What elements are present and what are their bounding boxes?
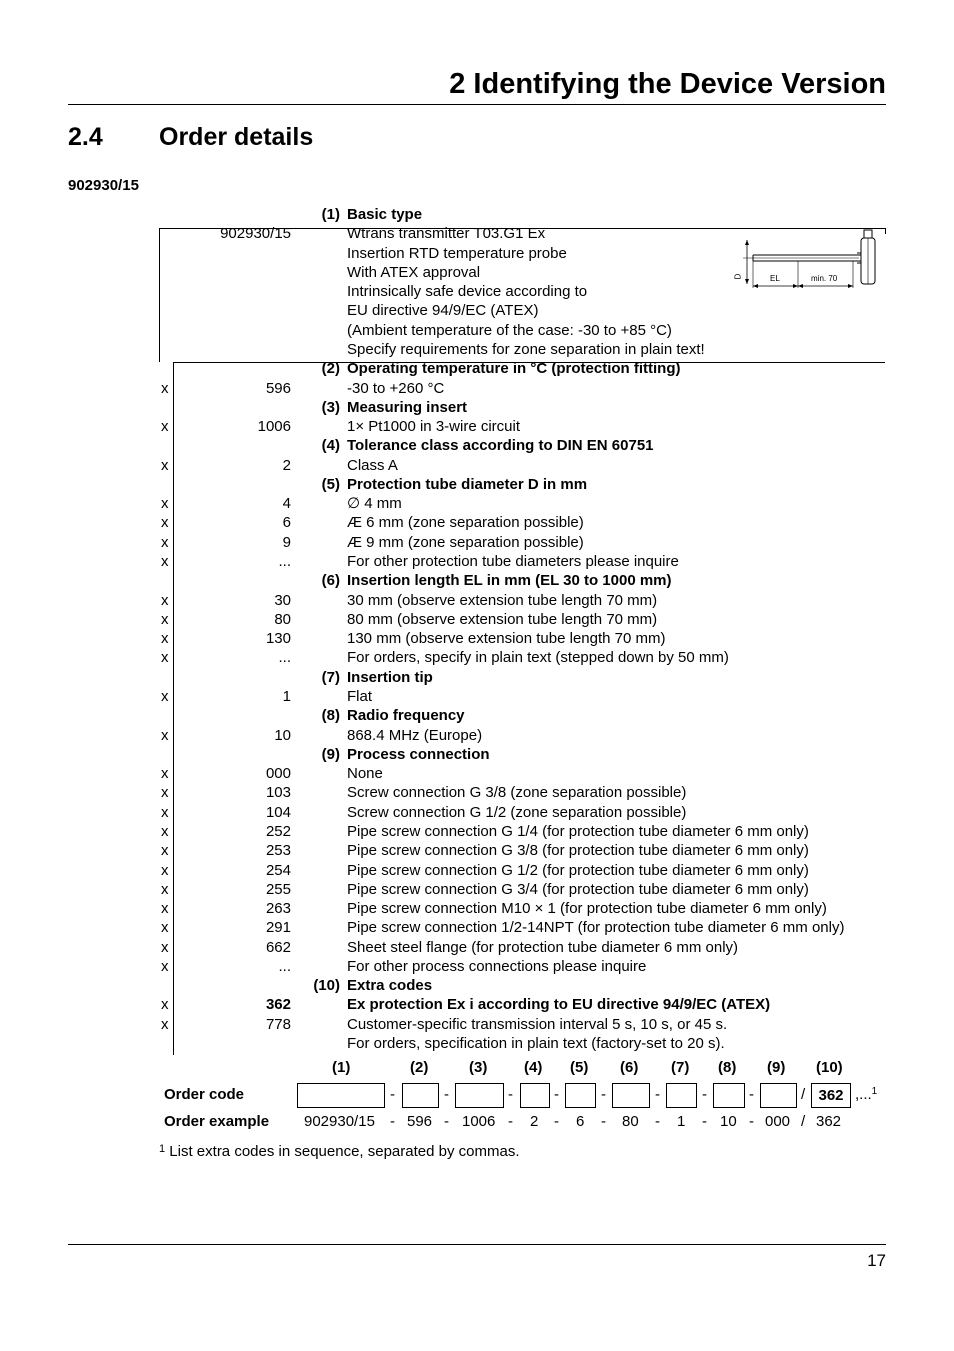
heading-text: Measuring insert — [347, 398, 468, 416]
order-code-sep: - — [444, 1086, 449, 1103]
option-marker: x — [161, 880, 169, 898]
heading-number: (10) — [313, 977, 340, 995]
table-row — [0, 417, 954, 436]
option-description: Screw connection G 3/8 (zone separation possible) — [347, 784, 687, 802]
table-heading-row — [0, 668, 954, 687]
table-row — [0, 841, 954, 860]
table-row — [0, 340, 954, 359]
table-row — [0, 861, 954, 880]
col-head-6: (6) — [620, 1059, 639, 1076]
table-row — [0, 610, 954, 629]
option-description: Pipe screw connection G 1/2 (for protection tube diameter 6 mm only) — [347, 861, 809, 879]
option-code: 902930/15 — [220, 225, 291, 243]
option-marker: x — [161, 553, 169, 571]
option-code: 252 — [265, 822, 291, 840]
order-example-sep: - — [702, 1113, 707, 1130]
col-head-5: (5) — [570, 1059, 589, 1076]
table-row — [0, 494, 954, 513]
option-description: Pipe screw connection G 3/4 (for protection tube diameter 6 mm only) — [347, 880, 809, 898]
order-example-value-9: 000 — [765, 1113, 791, 1130]
option-description: ∅ 4 mm — [347, 495, 402, 513]
option-marker: x — [161, 533, 169, 551]
order-example-value-3: 1006 — [462, 1113, 496, 1130]
table-row — [0, 301, 954, 320]
option-description: Flat — [347, 688, 373, 705]
option-code: 4 — [282, 495, 291, 513]
col-head-3: (3) — [469, 1059, 488, 1076]
col-head-1: (1) — [332, 1059, 351, 1076]
table-row — [0, 1015, 954, 1034]
order-code-sep: - — [601, 1086, 606, 1103]
option-description: Pipe screw connection G 3/8 (for protection tube diameter 6 mm only) — [347, 842, 809, 860]
option-code: 2 — [282, 456, 291, 474]
heading-text: Extra codes — [347, 977, 433, 995]
option-description: 1× Pt1000 in 3-wire circuit — [347, 418, 520, 436]
heading-text: Insertion length EL in mm (EL 30 to 1000 mm) — [347, 572, 672, 590]
table-row — [0, 726, 954, 745]
col-head-10: (10) — [816, 1059, 843, 1076]
table-row — [0, 687, 954, 706]
option-description: (Ambient temperature of the case: -30 to +85 °C) — [347, 321, 672, 339]
option-code: ... — [278, 957, 291, 975]
heading-number: (4) — [321, 437, 340, 455]
option-description: Æ 6 mm (zone separation possible) — [347, 514, 584, 532]
table-row — [0, 822, 954, 841]
option-description: -30 to +260 °C — [347, 379, 445, 397]
option-code: 30 — [274, 591, 291, 609]
table-row — [0, 513, 954, 532]
order-code-box-3[interactable] — [455, 1083, 504, 1108]
order-example-value-8: 10 — [720, 1113, 737, 1130]
option-description: For orders, specify in plain text (stepped down by 50 mm) — [347, 649, 729, 667]
order-code-box-4[interactable] — [520, 1083, 550, 1108]
order-code-box-5[interactable] — [565, 1083, 596, 1108]
order-code-sep: / — [801, 1086, 806, 1103]
option-code: 80 — [274, 610, 291, 628]
order-code-box-9[interactable] — [760, 1083, 797, 1108]
option-marker: x — [161, 418, 169, 436]
order-example-sep: - — [601, 1113, 606, 1130]
option-description: Intrinsically safe device according to — [347, 283, 588, 301]
table-row — [0, 321, 954, 340]
order-code-box-10[interactable]: 362 — [811, 1083, 851, 1108]
footnote — [159, 1142, 519, 1163]
option-marker: x — [161, 919, 169, 937]
order-code-sep: - — [749, 1086, 754, 1103]
option-description: Pipe screw connection G 1/4 (for protection tube diameter 6 mm only) — [347, 822, 809, 840]
table-row — [0, 918, 954, 937]
option-marker: x — [161, 610, 169, 628]
table-row — [0, 938, 954, 957]
option-code: 10 — [274, 726, 291, 744]
page-number: 17 — [867, 1251, 886, 1270]
option-marker: x — [161, 996, 169, 1014]
order-example-value-2: 596 — [407, 1113, 433, 1130]
heading-text: Process connection — [347, 745, 490, 763]
option-description: 868.4 MHz (Europe) — [347, 726, 483, 744]
heading-text: Operating temperature in °C (protection fitting) — [347, 360, 681, 378]
table-left-line-2 — [173, 362, 174, 1055]
table-row — [0, 591, 954, 610]
option-marker: x — [161, 842, 169, 860]
option-code: 662 — [265, 938, 291, 956]
option-marker: x — [161, 784, 169, 802]
option-marker: x — [161, 822, 169, 840]
footer-rule — [68, 1244, 886, 1245]
option-marker: x — [161, 495, 169, 513]
table-heading-row — [0, 745, 954, 764]
option-marker: x — [161, 379, 169, 397]
option-description: For other process connections please inquire — [347, 957, 647, 975]
table-row — [0, 456, 954, 475]
heading-text: Radio frequency — [347, 707, 465, 725]
col-head-7: (7) — [671, 1059, 690, 1076]
model-id: 902930/15 — [68, 177, 139, 194]
option-code: ... — [278, 553, 291, 571]
option-code: ... — [278, 649, 291, 667]
option-description: Class A — [347, 456, 398, 474]
option-code: 362 — [265, 996, 291, 1014]
option-description: Wtrans transmitter T03.G1 Ex — [347, 225, 546, 243]
table-row — [0, 880, 954, 899]
order-code-box-7[interactable] — [666, 1083, 697, 1108]
footnote-text: List extra codes in sequence, separated by commas. — [169, 1143, 520, 1160]
table-row — [0, 764, 954, 783]
option-code: 6 — [282, 514, 291, 532]
order-code-label: Order code — [164, 1086, 245, 1103]
order-example-value-4: 2 — [530, 1113, 539, 1130]
option-description: 130 mm (observe extension tube length 70 mm) — [347, 630, 666, 648]
option-description: With ATEX approval — [347, 263, 481, 281]
heading-text: Protection tube diameter D in mm — [347, 475, 588, 493]
option-marker: x — [161, 630, 169, 648]
option-description: Æ 9 mm (zone separation possible) — [347, 533, 584, 551]
option-description: Insertion RTD temperature probe — [347, 244, 567, 262]
option-description: Sheet steel flange (for protection tube diameter 6 mm only) — [347, 938, 739, 956]
order-code-tail: ,...$^1$ — [855, 1086, 878, 1103]
option-description: For other protection tube diameters please inquire — [347, 553, 679, 571]
option-marker: x — [161, 938, 169, 956]
option-code: 1 — [282, 688, 291, 705]
option-code: 130 — [265, 630, 291, 648]
table-row — [0, 899, 954, 918]
option-marker: x — [161, 514, 169, 532]
order-example-value-1: 902930/15 — [304, 1113, 375, 1130]
heading-number: (2) — [321, 360, 340, 378]
table-left-line-1 — [159, 228, 160, 362]
heading-number: (3) — [321, 398, 340, 416]
order-example-sep: - — [655, 1113, 660, 1130]
option-description: 30 mm (observe extension tube length 70 mm) — [347, 591, 658, 609]
option-marker: x — [161, 591, 169, 609]
order-example-sep: / — [801, 1113, 806, 1130]
heading-number: (6) — [321, 572, 340, 590]
option-code: 103 — [265, 784, 291, 802]
option-marker: x — [161, 765, 169, 783]
order-example-sep: - — [554, 1113, 559, 1130]
option-description: For orders, specification in plain text (factory-set to 20 s). — [347, 1035, 725, 1053]
table-row — [0, 629, 954, 648]
heading-text: Basic type — [347, 206, 423, 223]
order-example-value-7: 1 — [677, 1113, 686, 1130]
section-number: 2.4 — [68, 123, 103, 151]
option-marker: x — [161, 803, 169, 821]
table-row — [0, 552, 954, 571]
table-heading-row — [0, 436, 954, 455]
table-right-tick — [885, 228, 886, 234]
option-code: 1006 — [257, 418, 291, 436]
option-description: Ex protection Ex i according to EU directive 94/9/EC (ATEX) — [347, 996, 771, 1014]
table-row — [0, 803, 954, 822]
chapter-title: 2 Identifying the Device Version — [449, 68, 886, 100]
table-heading-row — [0, 976, 954, 995]
col-head-8: (8) — [718, 1059, 737, 1076]
table-row — [0, 648, 954, 667]
diagram-label-el: EL — [770, 274, 780, 283]
order-example-value-5: 6 — [576, 1113, 585, 1130]
option-marker: x — [161, 1015, 169, 1033]
order-example-value-6: 80 — [622, 1113, 639, 1130]
order-example-value-10: 362 — [816, 1113, 842, 1130]
option-marker: x — [161, 726, 169, 744]
table-row — [0, 533, 954, 552]
option-description: Pipe screw connection M10 × 1 (for protection tube diameter 6 mm only) — [347, 900, 827, 918]
option-code: 254 — [265, 861, 291, 879]
table-row — [0, 783, 954, 802]
header-rule — [68, 104, 886, 105]
option-description: Screw connection G 1/2 (zone separation possible) — [347, 803, 687, 821]
order-example-sep: - — [749, 1113, 754, 1130]
order-code-box-2[interactable] — [402, 1083, 439, 1108]
col-head-4: (4) — [524, 1059, 543, 1076]
option-code: 104 — [265, 803, 291, 821]
order-example-sep: - — [508, 1113, 513, 1130]
table-row — [0, 957, 954, 976]
option-description: None — [347, 765, 383, 783]
col-head-9: (9) — [767, 1059, 786, 1076]
option-description: Pipe screw connection 1/2-14NPT (for protection tube diameter 6 mm only) — [347, 919, 845, 937]
heading-number: (7) — [321, 668, 340, 686]
heading-text: Tolerance class according to DIN EN 60751 — [347, 437, 654, 455]
option-description: Specify requirements for zone separation in plain text! — [347, 340, 705, 358]
option-description: 80 mm (observe extension tube length 70 mm) — [347, 610, 658, 628]
order-code-box-6[interactable] — [612, 1083, 650, 1108]
footnote-marker: 1 — [159, 1143, 166, 1155]
order-code-sep: - — [508, 1086, 513, 1103]
table-heading-row — [0, 398, 954, 417]
table-heading-row — [0, 571, 954, 590]
option-marker: x — [161, 900, 169, 918]
option-marker: x — [161, 688, 169, 705]
table-row — [0, 1034, 954, 1053]
order-code-sep: - — [390, 1086, 395, 1103]
table-heading-row — [0, 706, 954, 725]
order-example-sep: - — [444, 1113, 449, 1130]
option-marker: x — [161, 957, 169, 975]
option-marker: x — [161, 861, 169, 879]
order-example-sep: - — [390, 1113, 395, 1130]
order-code-box-8[interactable] — [713, 1083, 745, 1108]
option-code: 253 — [265, 842, 291, 860]
order-code-box-1[interactable] — [297, 1083, 385, 1108]
option-marker: x — [161, 649, 169, 667]
col-head-2: (2) — [410, 1059, 429, 1076]
heading-number: (1) — [321, 206, 340, 223]
heading-text: Insertion tip — [347, 668, 433, 686]
option-code: 000 — [265, 765, 291, 783]
diagram-label-d: D — [733, 273, 743, 280]
option-description: Customer-specific transmission interval 5 s, 10 s, or 45 s. — [347, 1015, 728, 1033]
probe-diagram — [733, 228, 885, 290]
table-heading-row — [0, 205, 954, 224]
table-heading-row — [0, 475, 954, 494]
option-code: 263 — [265, 900, 291, 918]
option-marker: x — [161, 456, 169, 474]
table-section-rule — [173, 362, 885, 363]
option-code: 778 — [265, 1015, 291, 1033]
order-code-sep: - — [702, 1086, 707, 1103]
table-row — [0, 995, 954, 1014]
order-code-sep: - — [655, 1086, 660, 1103]
option-code: 596 — [265, 379, 291, 397]
option-code: 291 — [265, 919, 291, 937]
heading-number: (9) — [321, 745, 340, 763]
option-code: 255 — [265, 880, 291, 898]
heading-number: (8) — [321, 707, 340, 725]
order-code-sep: - — [554, 1086, 559, 1103]
order-example-label: Order example — [164, 1113, 270, 1130]
option-code: 9 — [282, 533, 291, 551]
heading-number: (5) — [321, 475, 340, 493]
option-description: EU directive 94/9/EC (ATEX) — [347, 302, 539, 320]
section-title: Order details — [159, 123, 314, 151]
table-row — [0, 379, 954, 398]
diagram-label-min: min. 70 — [811, 274, 838, 283]
